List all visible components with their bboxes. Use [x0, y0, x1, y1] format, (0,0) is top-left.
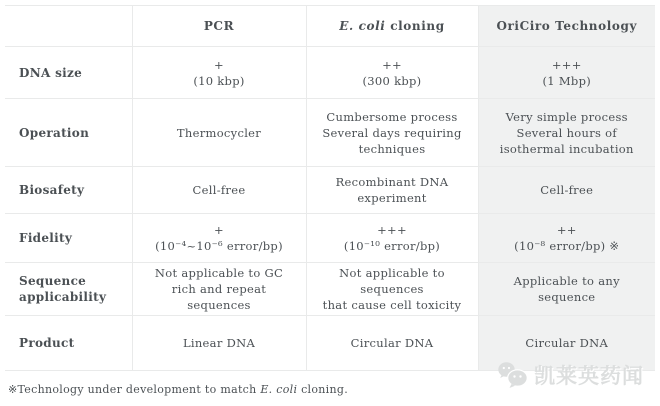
header-row — [5, 6, 655, 47]
cell-line: (10⁻⁸ error/bp) ※ — [514, 239, 620, 253]
cell-line: rich and repeat sequences — [171, 282, 267, 312]
cell-sequence-pcr — [132, 263, 306, 316]
watermark — [497, 360, 644, 390]
row-dna-size — [5, 47, 655, 99]
ecoli-italic-text: E. coli — [339, 19, 386, 33]
wechat-icon — [497, 361, 529, 389]
cell-biosafety-ecoli — [306, 167, 478, 214]
row-label-fidelity: Fidelity — [5, 214, 132, 263]
cell-line: isothermal incubation — [499, 141, 634, 156]
cell-operation-pcr — [132, 99, 306, 167]
row-label-dna-size: DNA size — [5, 47, 132, 99]
cell-line: Circular DNA — [525, 336, 609, 350]
row-label-biosafety: Biosafety — [5, 167, 132, 214]
row-fidelity — [5, 214, 655, 263]
cell-line: Not applicable to sequences — [339, 266, 445, 296]
cell-fidelity-ecoli — [306, 214, 478, 263]
footnote — [8, 383, 348, 396]
row-sequence-applicability — [5, 263, 655, 316]
cell-fidelity-pcr — [132, 214, 306, 263]
cell-product-pcr — [132, 316, 306, 371]
cell-line: + — [214, 223, 224, 237]
header-oriciro-technology: OriCiro Technology — [478, 6, 655, 47]
cell-line: ++ — [382, 57, 402, 72]
cell-line: Thermocycler — [176, 125, 262, 140]
cell-dna-size-ecoli — [306, 47, 478, 99]
cell-line: +++ — [377, 223, 407, 237]
cell-line: that cause cell toxicity — [322, 298, 462, 312]
row-label-sequence-applicability: Sequence applicability — [5, 263, 132, 316]
cell-line: Several days requiring techniques — [322, 125, 462, 156]
cell-line: Linear DNA — [182, 336, 256, 350]
header-pcr: PCR — [132, 6, 306, 47]
cell-sequence-oriciro — [478, 263, 655, 316]
header-ecoli-cloning — [306, 6, 478, 47]
row-operation — [5, 99, 655, 167]
cell-line: (10⁻¹⁰ error/bp) — [343, 239, 441, 253]
cell-line: (10 kbp) — [193, 73, 245, 88]
footnote-italic: E. coli — [260, 383, 298, 396]
cell-line: (10⁻⁴~10⁻⁶ error/bp) — [155, 239, 283, 253]
row-biosafety — [5, 167, 655, 214]
cell-operation-ecoli — [306, 99, 478, 167]
header-empty-cell — [5, 6, 132, 47]
cell-dna-size-oriciro — [478, 47, 655, 99]
cell-line: Cell-free — [540, 183, 594, 197]
row-label-operation: Operation — [5, 99, 132, 167]
cell-line: Cell-free — [192, 183, 246, 197]
cell-line: +++ — [551, 57, 582, 72]
footnote-post: cloning. — [297, 383, 349, 396]
cell-line: (300 kbp) — [362, 73, 422, 88]
cell-line: Very simple process — [505, 109, 628, 124]
cloning-text: cloning — [385, 19, 445, 33]
cell-line: ++ — [556, 223, 577, 237]
cell-biosafety-pcr — [132, 167, 306, 214]
watermark-text: 凯莱英药闻 — [534, 364, 644, 388]
cell-product-ecoli — [306, 316, 478, 371]
cell-fidelity-oriciro — [478, 214, 655, 263]
row-label-product: Product — [5, 316, 132, 371]
cell-line: (1 Mbp) — [542, 73, 592, 88]
cell-operation-oriciro — [478, 99, 655, 167]
cell-sequence-ecoli — [306, 263, 478, 316]
cell-line: Applicable to any sequence — [513, 274, 620, 304]
cell-line: + — [214, 57, 224, 72]
cell-line: Recombinant DNA experiment — [335, 175, 449, 205]
cell-line: Cumbersome process — [326, 109, 458, 124]
technology-comparison-table — [5, 5, 655, 371]
cell-line: Several hours of — [516, 125, 617, 140]
cell-dna-size-pcr — [132, 47, 306, 99]
cell-line: Circular DNA — [350, 336, 434, 350]
footnote-pre: ※Technology under development to match — [8, 383, 261, 396]
cell-line: Not applicable to GC — [154, 266, 284, 280]
cell-biosafety-oriciro — [478, 167, 655, 214]
